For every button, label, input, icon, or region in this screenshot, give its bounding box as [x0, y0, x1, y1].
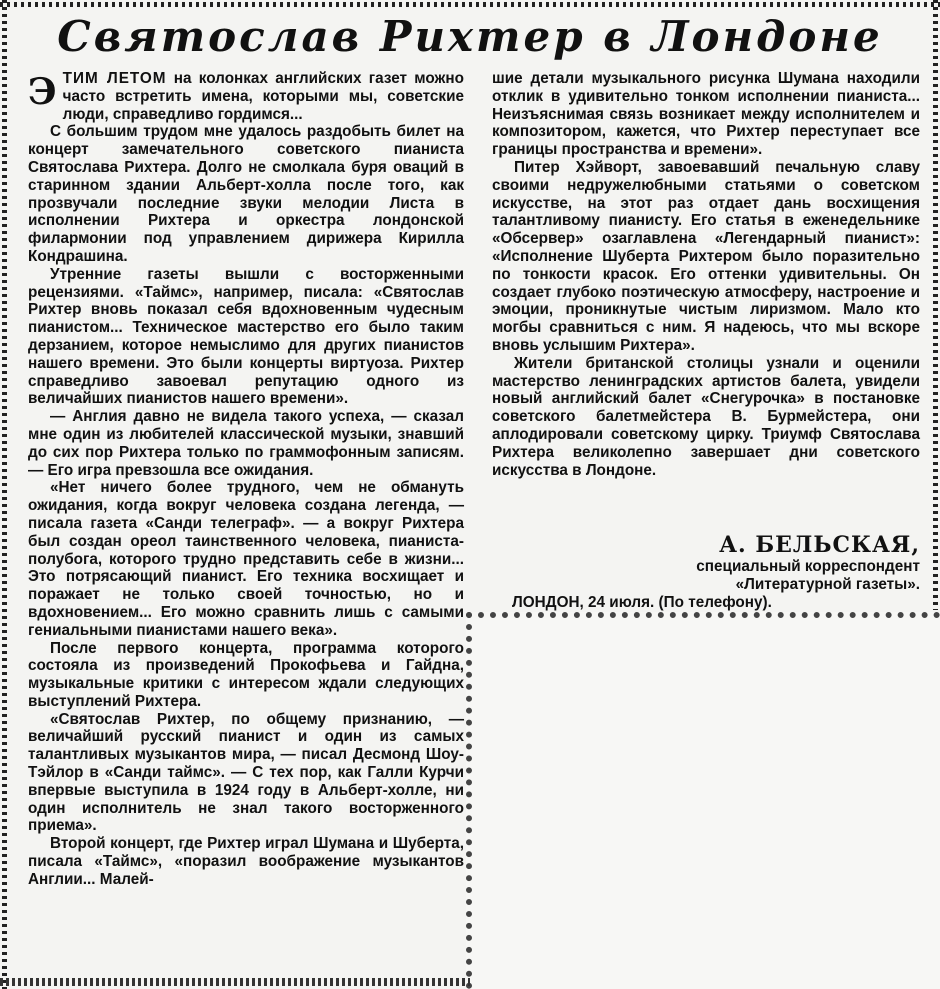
- dateline: ЛОНДОН, 24 июля. (По телефону).: [512, 593, 772, 611]
- paragraph: Жители британской столицы узнали и оценили мастерство ленинградских артистов балета, увидели новый английский балет «Снегурочка» в постановке советского балетмейстера В. Бурмейстера, они аплодировали советскому цирку. Триумф Святослава Рихтера великолепно завершает дни советского искусства в Лондоне.: [492, 354, 920, 479]
- lead-text: на колонках английских газет можно часто встретить имена, которыми мы, советские люди, справедливо гордимся...: [62, 70, 464, 123]
- byline: [492, 532, 920, 611]
- paragraph: Питер Хэйворт, завоевавший печальную славу своими недружелюбными статьями о советском искусстве, на этот раз отдает дань восхищения талантливому пианисту. Его статья в еженедельнике «Обсервер» озаглавлена «Легендарный пианист»: «Исполнение Шуберта Рихтером было поразительно по тонкости красок. Его оттенки удивительны. Он создает глубоко поэтическую атмосферу, настроение и эмоции, проникнутые чистым лиризмом. Мало кто могбы сравниться с ним. Я надеюсь, что мы вскоре вновь услышим Рихтера».: [492, 158, 920, 354]
- paragraph: Второй концерт, где Рихтер играл Шумана и Шуберта, писала «Таймс», «поразил воображение музыкантов Англии... Малей-: [28, 835, 464, 888]
- blank-cutout-area: [466, 612, 940, 989]
- paragraph: «Святослав Рихтер, по общему признанию, — величайший русский пианист и один из самых талантливых музыкантов мира, — писал Десмонд Шоу-Тэйлор в «Санди таймс». — С тех пор, как Галли Курчи впервые выступила в 1924 году в Альберт-холле, ни один исполнитель не знал такого восторженного приема».: [28, 710, 464, 835]
- paragraph: После первого концерта, программа которого состояла из произведений Прокофьева и Гайдна, музыкальные критики с интересом ждали следующих выступлений Рихтера.: [28, 639, 464, 710]
- paragraph: С большим трудом мне удалось раздобыть билет на концерт замечательного советского пианиста Святослава Рихтера. Долго не смолкала буря оваций в старинном здании Альберт-холла после того, как прозвучали последние звуки мелодии Листа в исполнении Рихтера и оркестра лондонской филармонии под управлением дирижера Кирилла Кондрашина.: [28, 123, 464, 265]
- left-column: [28, 70, 464, 889]
- lead-paragraph: [28, 70, 464, 123]
- paragraph: Утренние газеты вышли с восторженными рецензиями. «Таймс», например, писала: «Святослав Рихтер вновь показал себя вдохновенным чудесным пианистом... Техническое мастерство его было таким дерзанием, которое немыслимо для других пианистов нашего времени. Это были концерты виртуоза. Рихтер справедливо завоевал репутацию одного из величайших пианистов нашего времени».: [28, 265, 464, 408]
- paragraph: — Англия давно не видела такого успеха, — сказал мне один из любителей классической музыки, знавший до сих пор Рихтера только по граммофонным записям. — Его игра превзошла все ожидания.: [28, 408, 464, 479]
- lead-caps: ТИМ ЛЕТОМ: [62, 70, 167, 87]
- dotted-border-right: [933, 0, 938, 610]
- author-name: А. БЕЛЬСКАЯ,: [719, 532, 920, 558]
- dotted-border-left: [2, 0, 7, 989]
- article-headline: Святослав Рихтер в Лондоне: [57, 12, 883, 61]
- dotted-border-bottom: [0, 978, 470, 986]
- drop-cap: Э: [28, 71, 57, 113]
- paragraph: шие детали музыкального рисунка Шумана находили отклик в удивительно тонком исполнении пианиста... Неизъяснимая связь возникает между исполнителем и композитором, кажется, что Рихтер переступает все границы пространства и времени».: [492, 70, 920, 159]
- author-title-line2: «Литературной газеты».: [735, 575, 920, 593]
- right-column: [492, 70, 920, 479]
- author-title-line1: специальный корреспондент: [696, 558, 920, 575]
- dotted-border-top: [0, 2, 940, 7]
- paragraph: «Нет ничего более трудного, чем не обмануть ожидания, когда вокруг человека создана легенда, — писала газета «Санди телеграф». — а вокруг Рихтера был создан ореол таинственного человека, пианиста-полубога, которого трудно представить себе в жизни... Это потрясающий пианист. Его техника восхищает и поражает не только своей точностью, но и вдохновением... Его можно сравнить лишь с самыми гениальными пианистами нашего века».: [28, 479, 464, 639]
